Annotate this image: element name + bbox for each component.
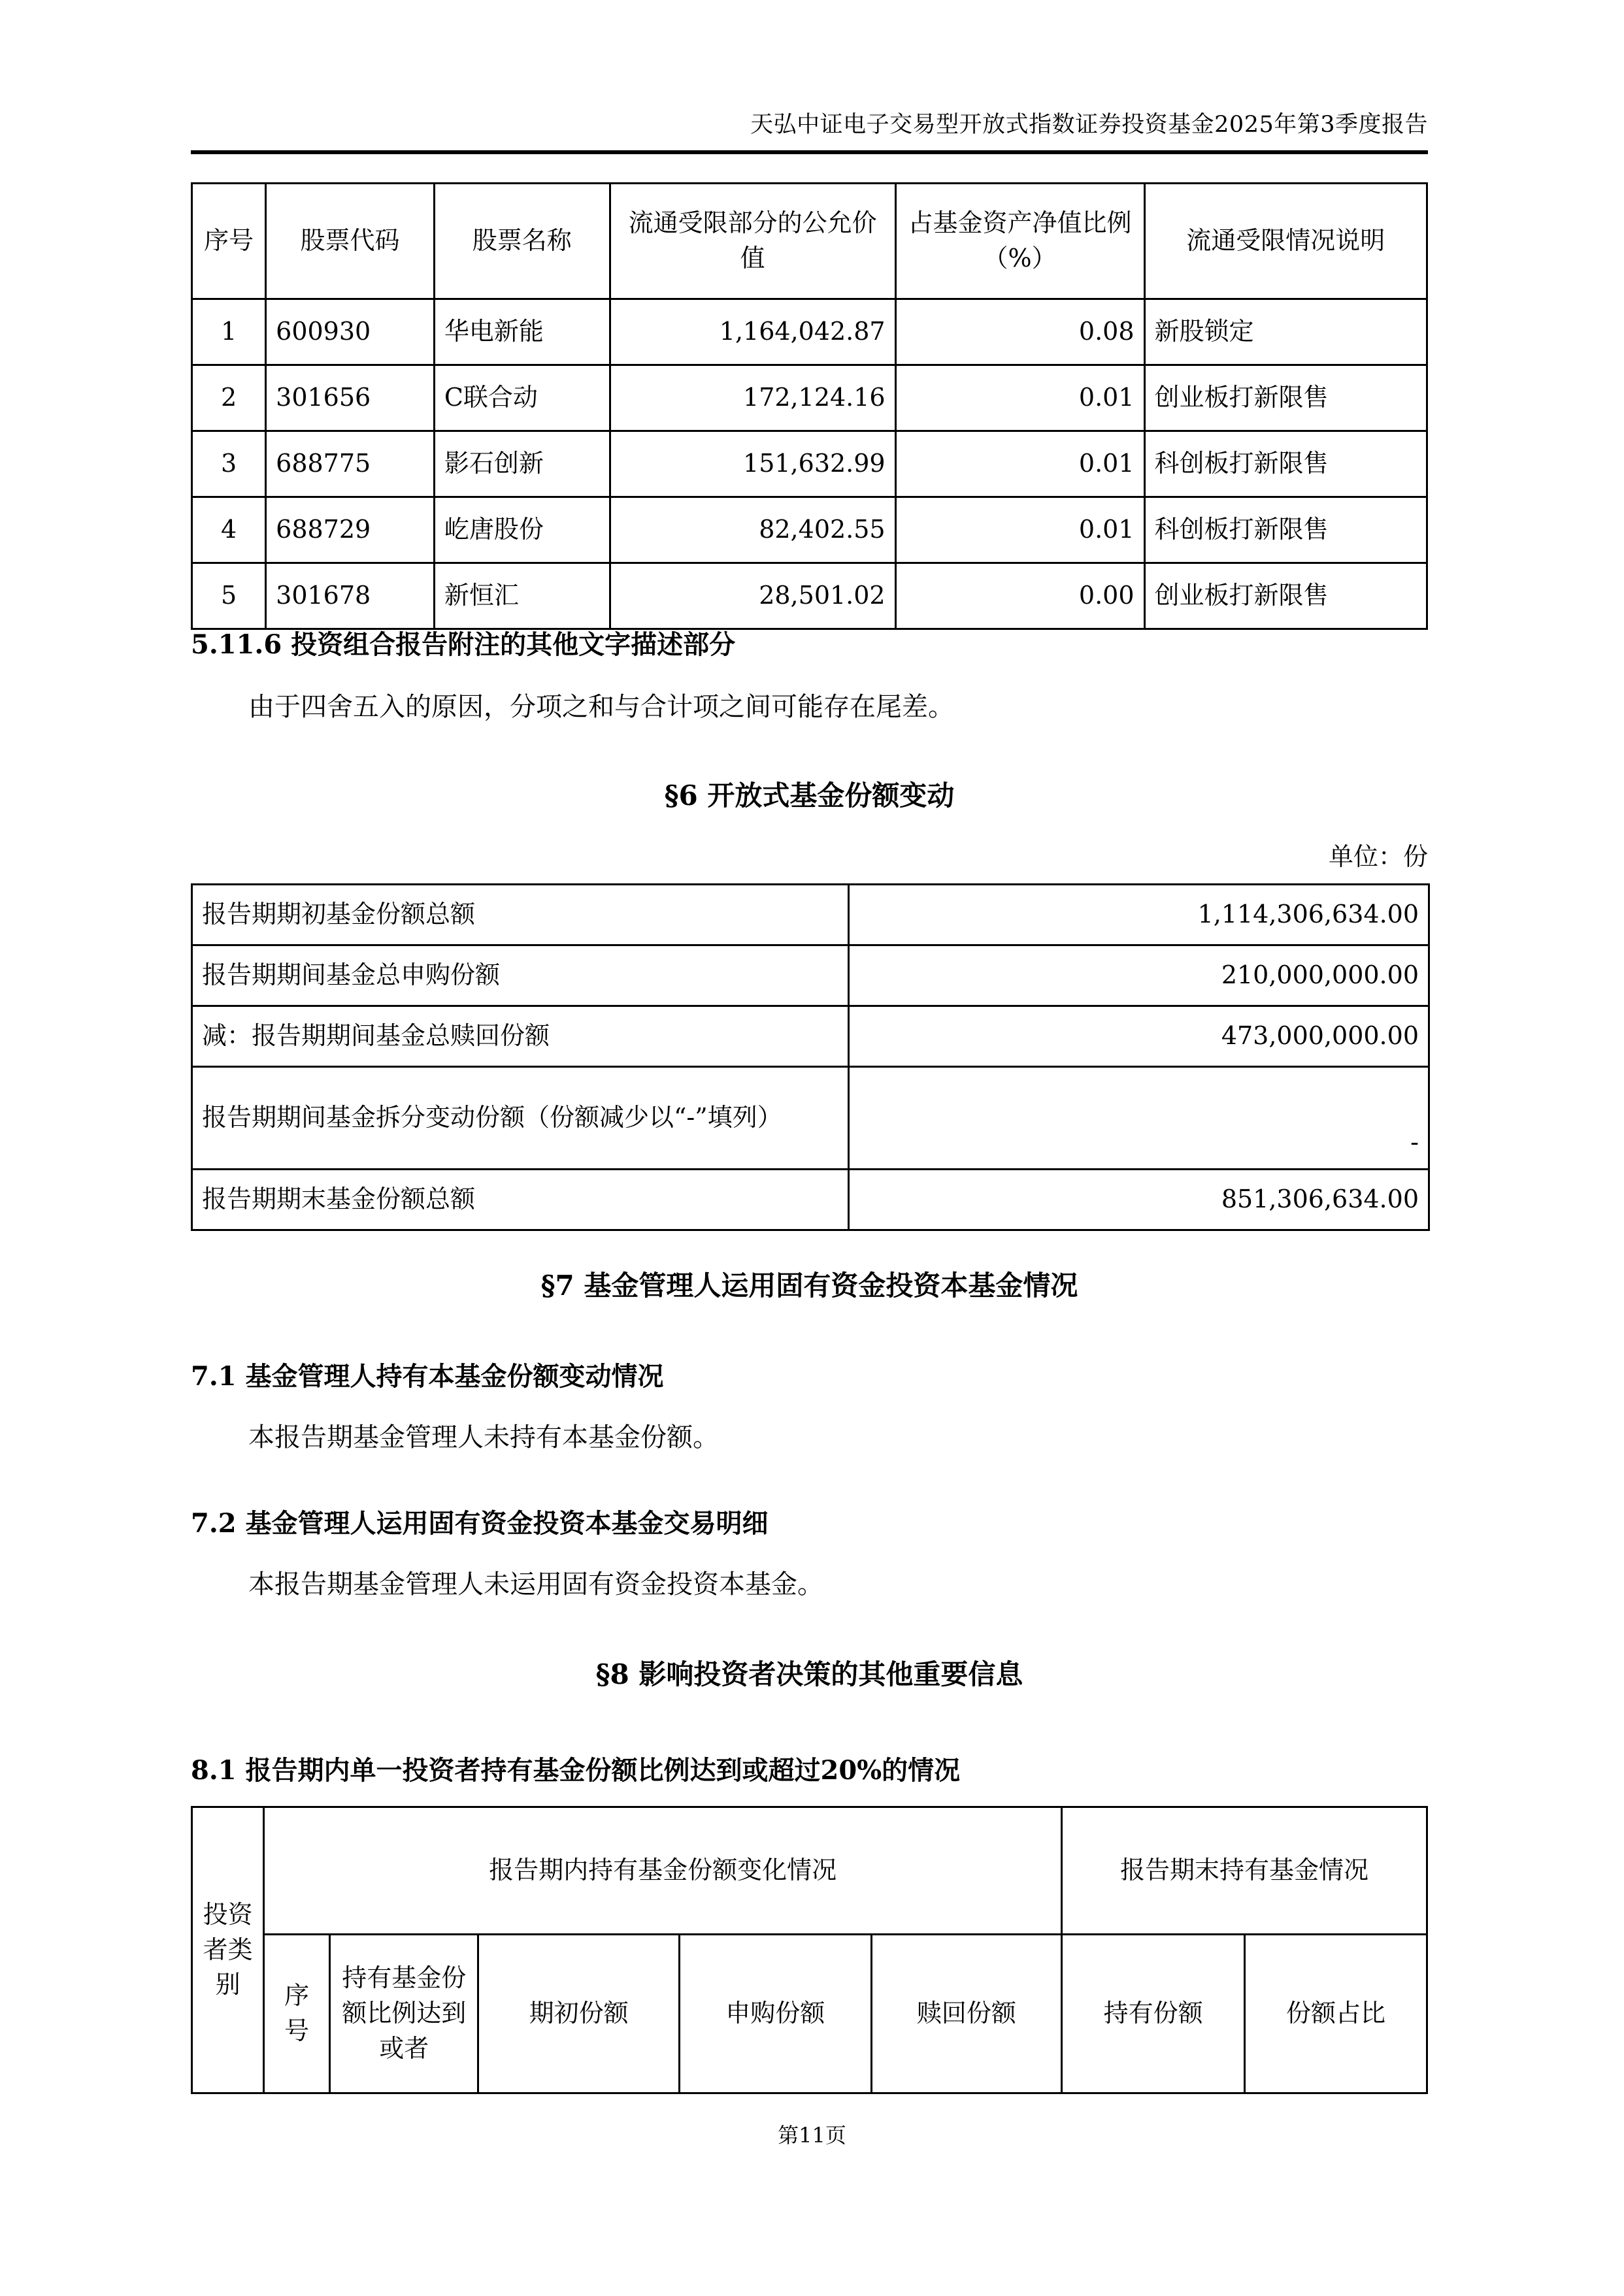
cell-no: 5 [192, 563, 266, 629]
page-header [191, 111, 1428, 154]
col-header-investor-type: 投资者类别 [192, 1807, 264, 2093]
cell-name: 屹唐股份 [434, 497, 610, 563]
share-row-value: 851,306,634.00 [849, 1170, 1429, 1230]
restricted-circulation-table [191, 182, 1428, 630]
cell-value: 28,501.02 [610, 563, 895, 629]
col-header-share-proportion: 份额占比 [1245, 1935, 1427, 2093]
table-row [192, 365, 1427, 431]
paragraph-7-1: 本报告期基金管理人未持有本基金份额。 [248, 1422, 719, 1452]
table-header-row [192, 184, 1427, 299]
cell-value: 151,632.99 [610, 431, 895, 497]
cell-reason: 创业板打新限售 [1144, 563, 1427, 629]
cell-ratio: 0.01 [895, 365, 1144, 431]
col-header-share-ratio: 持有基金份额比例达到或者 [330, 1935, 478, 2093]
table-row [192, 299, 1427, 365]
col-header-begin-shares: 期初份额 [478, 1935, 680, 2093]
cell-name: 新恒汇 [434, 563, 610, 629]
cell-value: 1,164,042.87 [610, 299, 895, 365]
cell-reason: 新股锁定 [1144, 299, 1427, 365]
heading-7-1: 7.1 基金管理人持有本基金份额变动情况 [191, 1361, 664, 1392]
col-header-reason: 流通受限情况说明 [1144, 184, 1427, 299]
heading-section-6: §6 开放式基金份额变动 [664, 779, 955, 812]
heading-8-1: 8.1 报告期内单一投资者持有基金份额比例达到或超过20%的情况 [191, 1755, 961, 1786]
col-header-held-shares: 持有份额 [1062, 1935, 1245, 2093]
header-rule-divider [191, 150, 1428, 154]
cell-ratio: 0.08 [895, 299, 1144, 365]
col-header-seq: 序号 [264, 1935, 330, 2093]
col-header-subscribe-shares: 申购份额 [679, 1935, 871, 2093]
cell-code: 600930 [266, 299, 435, 365]
table-row [192, 563, 1427, 629]
table-header-row-sub [192, 1935, 1427, 2093]
share-row-label: 报告期期间基金总申购份额 [192, 945, 849, 1006]
col-header-value: 流通受限部分的公允价值 [610, 184, 895, 299]
group-header-period-change: 报告期内持有基金份额变化情况 [264, 1807, 1062, 1935]
cell-reason: 科创板打新限售 [1144, 431, 1427, 497]
cell-code: 688775 [266, 431, 435, 497]
table-row [192, 945, 1429, 1006]
share-row-label: 报告期期初基金份额总额 [192, 885, 849, 945]
heading-7-2: 7.2 基金管理人运用固有资金投资本基金交易明细 [191, 1508, 769, 1539]
paragraph-7-2: 本报告期基金管理人未运用固有资金投资本基金。 [248, 1569, 823, 1599]
col-header-code: 股票代码 [266, 184, 435, 299]
cell-code: 301656 [266, 365, 435, 431]
cell-value: 82,402.55 [610, 497, 895, 563]
share-row-label: 报告期期间基金拆分变动份额（份额减少以“-”填列） [192, 1067, 849, 1170]
cell-no: 3 [192, 431, 266, 497]
cell-reason: 创业板打新限售 [1144, 365, 1427, 431]
cell-reason: 科创板打新限售 [1144, 497, 1427, 563]
col-header-redeem-shares: 赎回份额 [871, 1935, 1062, 2093]
cell-no: 2 [192, 365, 266, 431]
investor-holdings-table [191, 1806, 1428, 2094]
heading-5-11-6: 5.11.6 投资组合报告附注的其他文字描述部分 [191, 629, 736, 660]
share-row-value: 473,000,000.00 [849, 1006, 1429, 1067]
share-row-value: - [849, 1067, 1429, 1170]
table-row [192, 885, 1429, 945]
table-row [192, 497, 1427, 563]
share-row-label: 减：报告期期间基金总赎回份额 [192, 1006, 849, 1067]
table-row [192, 1067, 1429, 1170]
heading-section-7: §7 基金管理人运用固有资金投资本基金情况 [540, 1270, 1078, 1302]
table-row [192, 1170, 1429, 1230]
running-header-title: 天弘中证电子交易型开放式指数证券投资基金2025年第3季度报告 [750, 112, 1428, 138]
group-header-period-end: 报告期末持有基金情况 [1062, 1807, 1427, 1935]
col-header-no: 序号 [192, 184, 266, 299]
share-row-value: 1,114,306,634.00 [849, 885, 1429, 945]
unit-note-section-6: 单位：份 [1328, 842, 1428, 871]
cell-ratio: 0.00 [895, 563, 1144, 629]
cell-code: 688729 [266, 497, 435, 563]
cell-name: 华电新能 [434, 299, 610, 365]
cell-no: 4 [192, 497, 266, 563]
table-header-row-group [192, 1807, 1427, 1935]
cell-name: C联合动 [434, 365, 610, 431]
share-row-label: 报告期期末基金份额总额 [192, 1170, 849, 1230]
cell-no: 1 [192, 299, 266, 365]
cell-ratio: 0.01 [895, 431, 1144, 497]
cell-value: 172,124.16 [610, 365, 895, 431]
col-header-name: 股票名称 [434, 184, 610, 299]
cell-code: 301678 [266, 563, 435, 629]
page-footer-number: 第11页 [778, 2123, 846, 2148]
paragraph-5-11-6: 由于四舍五入的原因，分项之和与合计项之间可能存在尾差。 [248, 692, 954, 722]
share-row-value: 210,000,000.00 [849, 945, 1429, 1006]
cell-name: 影石创新 [434, 431, 610, 497]
fund-share-change-table [191, 883, 1430, 1231]
table-row [192, 1006, 1429, 1067]
heading-section-8: §8 影响投资者决策的其他重要信息 [595, 1658, 1023, 1690]
cell-ratio: 0.01 [895, 497, 1144, 563]
col-header-ratio: 占基金资产净值比例（%） [895, 184, 1144, 299]
table-row [192, 431, 1427, 497]
